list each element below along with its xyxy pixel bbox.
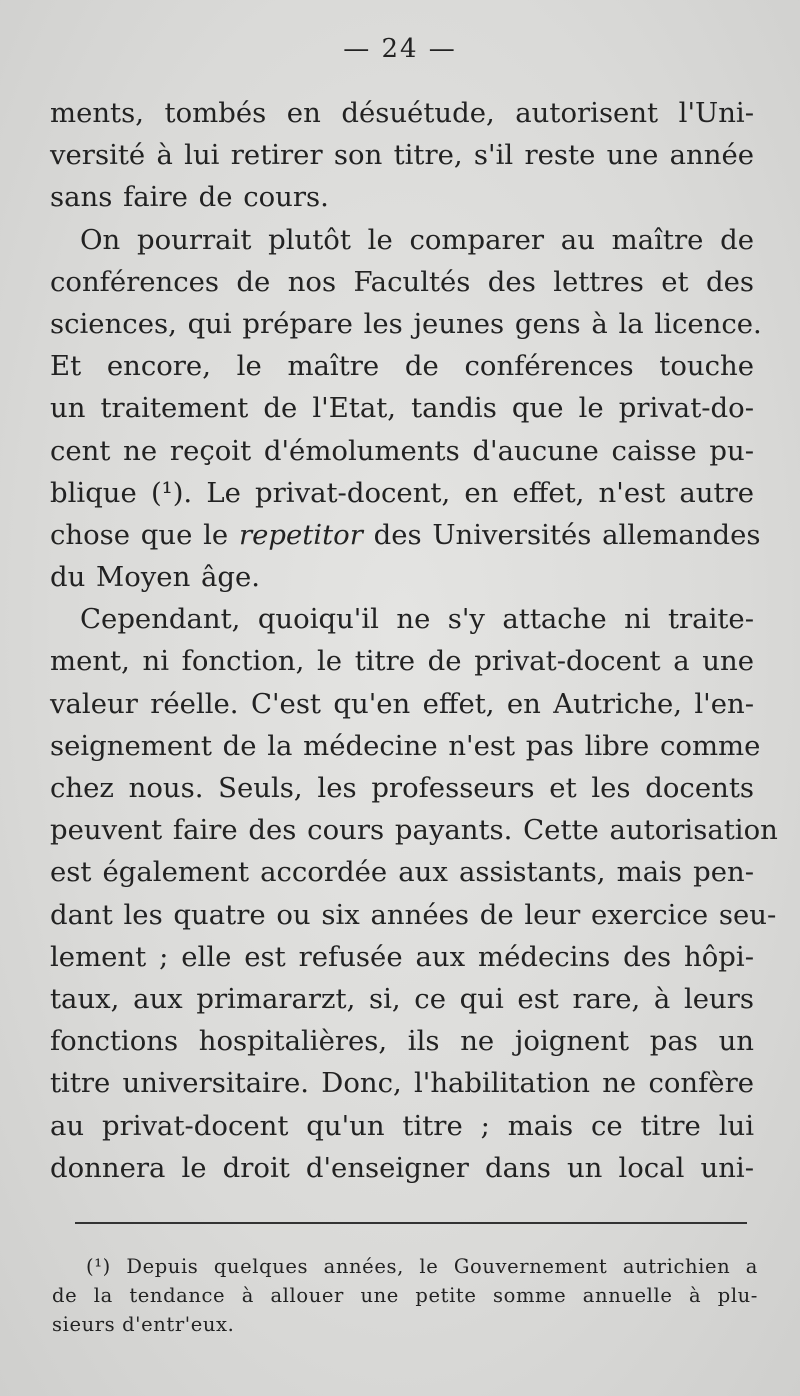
text-line: Et encore, le maître de conférences touche xyxy=(50,350,754,383)
text-line: taux, aux primararzt, si, ce qui est rare, à leurs xyxy=(50,982,754,1015)
text-line: donnera le droit d'enseigner dans un local uni- xyxy=(50,1151,754,1184)
text-line: fonctions hospitalières, ils ne joignent pas un xyxy=(50,1025,754,1058)
text-line: blique (¹). Le privat-docent, en effet, n'est autre xyxy=(50,476,754,509)
text-line: seignement de la médecine n'est pas libre comme xyxy=(50,729,761,762)
text-line: au privat-docent qu'un titre ; mais ce titre lui xyxy=(50,1109,754,1142)
text-line: titre universitaire. Donc, l'habilitation ne confère xyxy=(50,1067,754,1100)
text-line: valeur réelle. C'est qu'en effet, en Autriche, l'en- xyxy=(50,687,754,720)
text-line: Cependant, quoiqu'il ne s'y attache ni traite- xyxy=(80,603,754,636)
text-line-with-italic xyxy=(50,514,761,556)
text-line: est également accordée aux assistants, mais pen- xyxy=(50,856,754,889)
page-number: — 24 — xyxy=(343,34,457,64)
footnote-line: (¹) Depuis quelques années, le Gouvernement autrichien a xyxy=(86,1255,758,1278)
text-segment: chose que le xyxy=(50,518,229,551)
text-line: ment, ni fonction, le titre de privat-docent a une xyxy=(50,645,754,678)
text-line: conférences de nos Facultés des lettres et des xyxy=(50,265,754,298)
text-line: peuvent faire des cours payants. Cette autorisation xyxy=(50,814,778,847)
text-line: cent ne reçoit d'émoluments d'aucune caisse pu- xyxy=(50,434,754,467)
footnote-line: de la tendance à allouer une petite somme annuelle à plu- xyxy=(52,1284,758,1307)
footnote-line: sieurs d'entr'eux. xyxy=(52,1313,235,1336)
text-segment: des Universités allemandes xyxy=(373,518,761,551)
text-line: du Moyen âge. xyxy=(50,561,261,594)
footnote-divider xyxy=(75,1222,747,1224)
italic-term: repetitor xyxy=(238,518,363,551)
text-line: dant les quatre ou six années de leur exercice seu- xyxy=(50,898,777,931)
text-line: un traitement de l'Etat, tandis que le privat-do- xyxy=(50,392,754,425)
text-line: lement ; elle est refusée aux médecins des hôpi- xyxy=(50,940,754,973)
footnote xyxy=(52,1252,758,1339)
text-line: On pourrait plutôt le comparer au maître de xyxy=(80,223,754,256)
text-line: versité à lui retirer son titre, s'il reste une année xyxy=(50,139,754,172)
text-line: chez nous. Seuls, les professeurs et les docents xyxy=(50,772,754,804)
text-line: sans faire de cours. xyxy=(50,181,329,214)
text-line: ments, tombés en désuétude, autorisent l'Uni- xyxy=(50,97,754,129)
text-line: sciences, qui prépare les jeunes gens à la licence. xyxy=(50,307,762,340)
body-text xyxy=(50,92,778,1189)
